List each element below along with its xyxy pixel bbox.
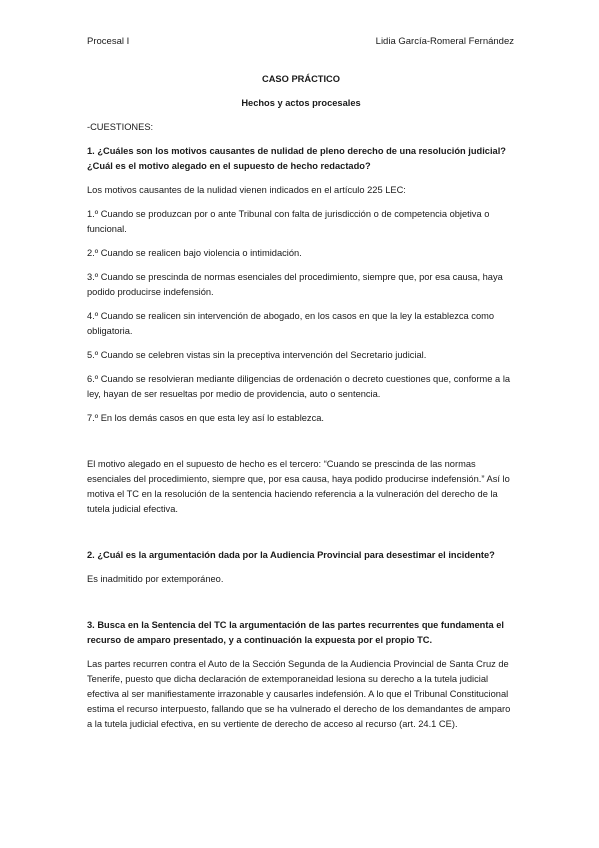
document-title: CASO PRÁCTICO	[262, 74, 340, 84]
answer-1-item-7: 7.º En los demás casos en que esta ley así lo establezca.	[87, 413, 324, 423]
answer-1-conclusion: El motivo alegado en el supuesto de hecho es el tercero: “Cuando se prescinda de las normas esenciales del procedimiento, siempre que, por esa causa, haya podido producirse indefensión.” Así lo motiva el TC en la resolución de la sentencia haciendo referencia a la vulneración del derecho de la tutela judicial efectiva.	[87, 459, 510, 514]
answer-1-item-4: 4.º Cuando se realicen sin intervención de abogado, en los casos en que la ley la establezca como obligatoria.	[87, 311, 495, 336]
document-subtitle: Hechos y actos procesales	[241, 98, 361, 108]
header-course: Procesal I	[87, 36, 130, 47]
answer-1-item-6: 6.º Cuando se resolvieran mediante diligencias de ordenación o decreto cuestiones que, conforme a la ley, hayan de ser resueltas por medio de providencia, auto o sentencia.	[87, 374, 511, 399]
question-3: 3. Busca en la Sentencia del TC la argumentación de las partes recurrentes que fundamenta el recurso de amparo presentado, y a continuación la expuesta por el propio TC.	[87, 620, 504, 645]
answer-2: Es inadmitido por extemporáneo.	[87, 574, 224, 584]
answer-1-intro: Los motivos causantes de la nulidad vienen indicados en el artículo 225 LEC:	[87, 185, 406, 195]
question-2: 2. ¿Cuál es la argumentación dada por la Audiencia Provincial para desestimar el incidente?	[87, 550, 495, 560]
question-1: 1. ¿Cuáles son los motivos causantes de nulidad de pleno derecho de una resolución judicial? ¿Cuál es el motivo alegado en el supuesto de hecho redactado?	[87, 146, 506, 171]
document-body	[87, 72, 515, 741]
answer-1-item-3: 3.º Cuando se prescinda de normas esenciales del procedimiento, siempre que, por esa causa, haya podido producirse indefensión.	[87, 272, 503, 297]
header-author: Lidia García-Romeral Fernández	[375, 36, 514, 47]
answer-1-item-5: 5.º Cuando se celebren vistas sin la preceptiva intervención del Secretario judicial.	[87, 350, 427, 360]
cuestiones-label: -CUESTIONES:	[87, 122, 154, 132]
answer-1-item-2: 2.º Cuando se realicen bajo violencia o intimidación.	[87, 248, 302, 258]
answer-1-item-1: 1.º Cuando se produzcan por o ante Tribunal con falta de jurisdicción o de competencia objetiva o funcional.	[87, 209, 490, 234]
answer-3: Las partes recurren contra el Auto de la Sección Segunda de la Audiencia Provincial de Santa Cruz de Tenerife, puesto que dicha declaración de extemporaneidad lesiona su derecho a la tutela judicial efectiva al ser manifiestamente irrazonable y causarles indefensión. A lo que el Tribunal Constitucional estima el recurso interpuesto, fallando que se ha vulnerado el derecho de los demandantes de amparo a la tutela judicial efectiva, en su vertiente de derecho de acceso al recurso (art. 24.1 CE).	[87, 659, 511, 729]
